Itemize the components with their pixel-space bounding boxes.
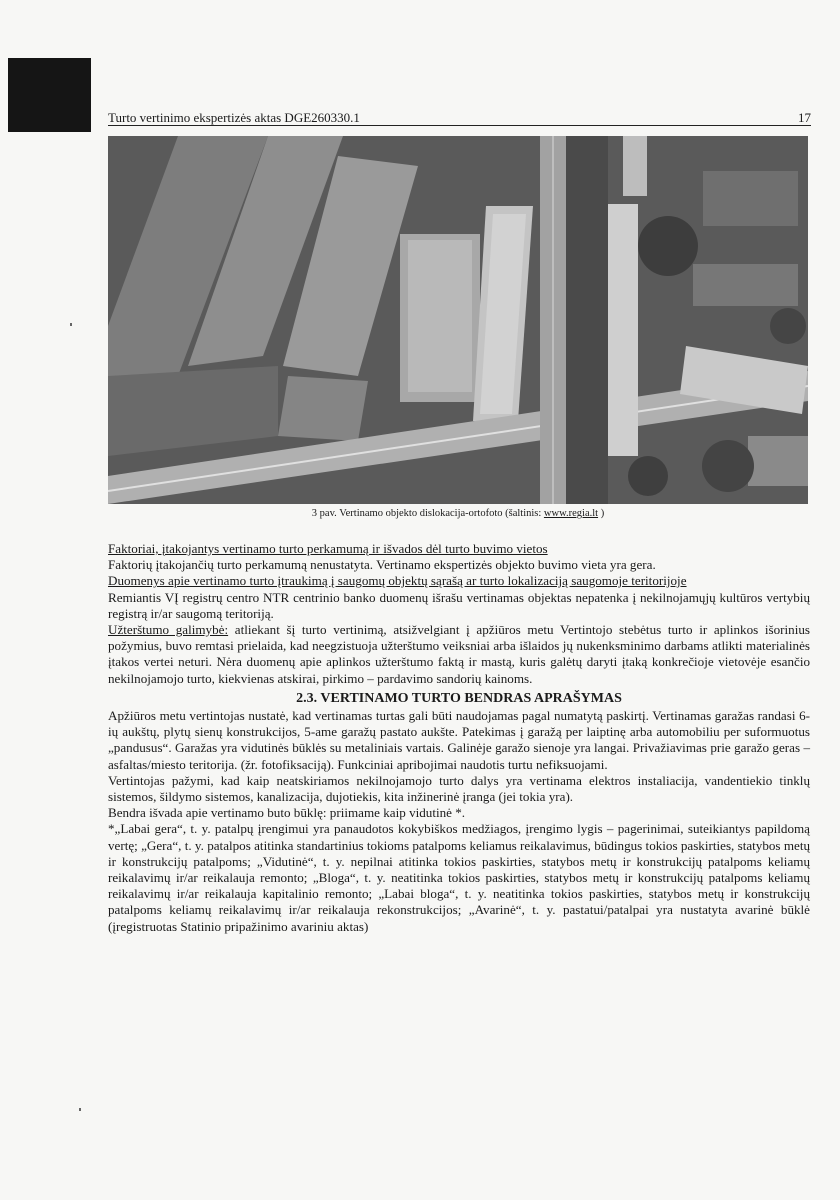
heritage-heading: Duomenys apie vertinamo turto įtraukimą į saugomų objektų sąrašą ar turto lokalizaciją saugomoje teritorijoje [108, 573, 687, 589]
description-paragraph-3: Bendra išvada apie vertinamo buto būklę: priimame kaip vidutinė *. [108, 805, 466, 821]
caption-suffix: ) [598, 508, 605, 519]
pollution-label: Užterštumo galimybė: [108, 622, 229, 638]
document-body [108, 541, 810, 935]
description-heading: 2.3. VERTINAMO TURTO BENDRAS APRAŠYMAS [296, 690, 622, 706]
scan-speck [70, 323, 72, 326]
scan-registration-mark [8, 58, 91, 132]
pollution-paragraph [108, 622, 810, 687]
document-title: Turto vertinimo ekspertizės aktas DGE260330.1 [108, 110, 360, 125]
scan-speck [79, 1108, 81, 1111]
condition-definitions: *„Labai gera“, t. y. patalpų įrengimui yra panaudotos kokybiškos medžiagos, įrengimo lygis – pagerinimai, suteikiantys papildomą vertę; „Gera“, t. y. patalpos atitinka standartinius tokioms patalpoms keliamus reikalavimus, būdingus tokios paskirties, statybos metų ir konstrukcijų patalpoms; „Vidutinė“, t. y. nepilnai atitinka tokios paskirties, statybos metų ir konstrukcijų patalpoms keliamų reikalavimų ir/ar reikalauja remonto; „Bloga“, t. y. neatitinka tokios paskirties, statybos metų ir konstrukcijų patalpoms keliamų reikalavimų ir/ar reikalauja kapitalinio remonto; „Labai bloga“, t. y. neatitinka tokios paskirties, statybos metų ir konstrukcijų patalpoms keliamų reikalavimų ir/ar reikalauja rekonstrukcijos; „Avarinė“, t. y. pastatui/patalpai yra nustatyta avarinė būklė (įregistruotas Statinio pripažinimo avariniu aktas) [108, 821, 810, 934]
heritage-text: Remiantis VĮ registrų centro NTR centrinio banko duomenų išrašu vertinamas objektas nepatenka į nekilnojamųjų kultūros vertybių registrą ir/ar saugomą teritoriją. [108, 589, 810, 621]
factors-heading: Faktoriai, įtakojantys vertinamo turto perkamumą ir išvados dėl turto buvimo vietos [108, 541, 548, 556]
factors-text: Faktorių įtakojančių turto perkamumą nenustatyta. Vertinamo ekspertizės objekto buvimo vieta yra gera. [108, 557, 656, 573]
caption-source-link[interactable]: www.regia.lt [543, 508, 599, 519]
header-rule [108, 125, 811, 126]
caption-text: 3 pav. Vertinamo objekto dislokacija-ortofoto (šaltinis: [311, 508, 544, 519]
description-paragraph-2: Vertintojas pažymi, kad kaip neatskiriamos nekilnojamojo turto dalys yra vertinama elektros instaliacija, vandentiekio tinklų sistemos, šildymo sistemos, kanalizacija, dujotiekis, kita inžinerinė įranga (jei tokia yra). [108, 772, 810, 805]
page-header [108, 110, 811, 126]
description-paragraph-1: Apžiūros metu vertintojas nustatė, kad vertinamas turtas gali būti naudojamas pagal numatytą paskirtį. Vertinamas garažas randasi 6-ių aukštų, plytų sienų konstrukcijos, 5-ame garažų pastato aukšte. Patekimas į garažą per laiptinę arba automobiliu per suformuotus „pandusus“. Garažas yra vidutinės būklės su metaliniais vartais. Galinėje garažo sienoje yra langai. Privažiavimas prie garažo geras – asfaltas/miesto teritorija. (žr. fotofiksaciją). Funkciniai apribojimai naudotis turtu nefiksuojami. [108, 708, 810, 772]
figure-caption [108, 508, 808, 519]
page-number: 17 [798, 110, 811, 125]
pollution-text: atliekant šį turto vertinimą, atsižvelgiant į apžiūros metu Vertintojo stebėtus turto ir aplinkos išorinius požymius, buvo remtasi prielaida, kad neegzistuoja užterštumo veiksniai arba išlaidos jų nukenksminimo darbams atlikti materialinės įtakos vertei neturi. Nėra duomenų apie aplinkos užterštumo faktą ir mastą, kuris galėtų daryti įtaką konkrečioje vietovėje esančio nekilnojamojo turto, kiekvienas atskirai, pirkimo – pardavimo sandorių kainoms. [108, 622, 810, 686]
aerial-orthophoto [108, 136, 808, 504]
